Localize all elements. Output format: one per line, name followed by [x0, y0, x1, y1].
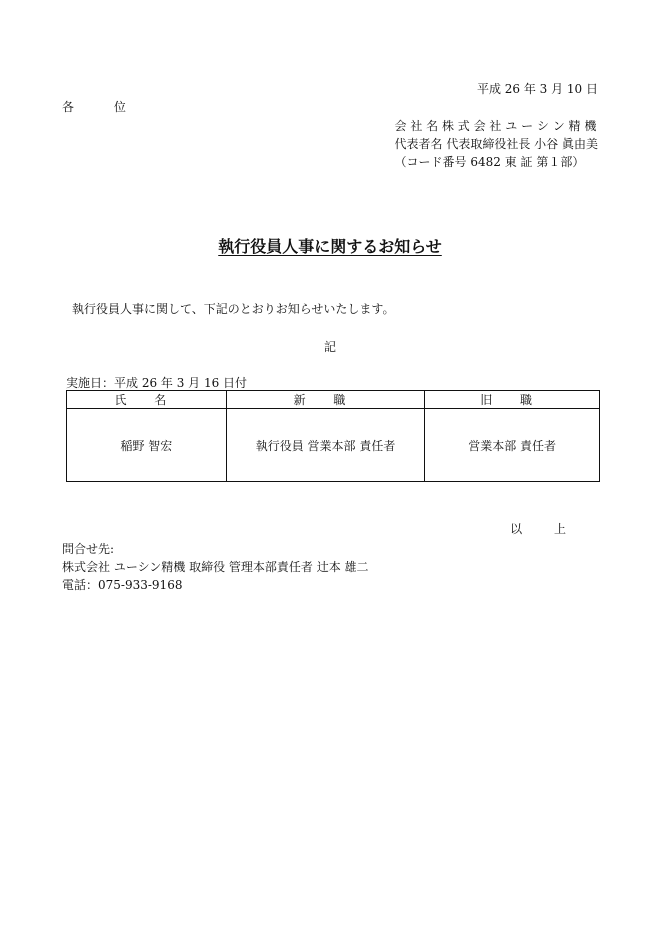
document-date: 平成 26 年 3 月 10 日 — [476, 82, 598, 96]
cell-name: 稲野 智宏 — [67, 409, 227, 482]
addressee: 各 位 — [62, 100, 144, 114]
header-name: 氏 名 — [67, 391, 227, 409]
company-info — [395, 117, 598, 171]
table-header-row — [67, 391, 600, 409]
header-old-position: 旧 職 — [425, 391, 600, 409]
stock-code: （コード番号 6482 東 証 第１部） — [394, 155, 585, 169]
contact-block — [62, 540, 369, 594]
personnel-table — [66, 390, 600, 482]
contact-label: 問合せ先: — [62, 542, 115, 556]
cell-old-position: 営業本部 責任者 — [425, 409, 600, 482]
header-new-position: 新 職 — [226, 391, 425, 409]
ki-marker: 記 — [323, 340, 336, 354]
company-name: 会 社 名 株 式 会 社 ユ ー シ ン 精 機 — [394, 119, 597, 133]
contact-phone: 電話：075-933-9168 — [62, 578, 183, 592]
intro-paragraph: 執行役員人事に関して、下記のとおりお知らせいたします。 — [72, 302, 395, 316]
representative: 代表者名 代表取締役社長 小谷 眞由美 — [394, 137, 598, 151]
table-row — [67, 409, 600, 482]
closing-mark: 以 上 — [510, 522, 580, 536]
document-title-text: 執行役員人事に関するお知らせ — [218, 237, 442, 256]
effective-date: 実施日：平成 26 年 3 月 16 日付 — [66, 376, 248, 390]
contact-person: 株式会社 ユーシン精機 取締役 管理本部責任者 辻本 雄二 — [62, 560, 369, 574]
document-title — [0, 234, 660, 257]
cell-new-position: 執行役員 営業本部 責任者 — [226, 409, 425, 482]
